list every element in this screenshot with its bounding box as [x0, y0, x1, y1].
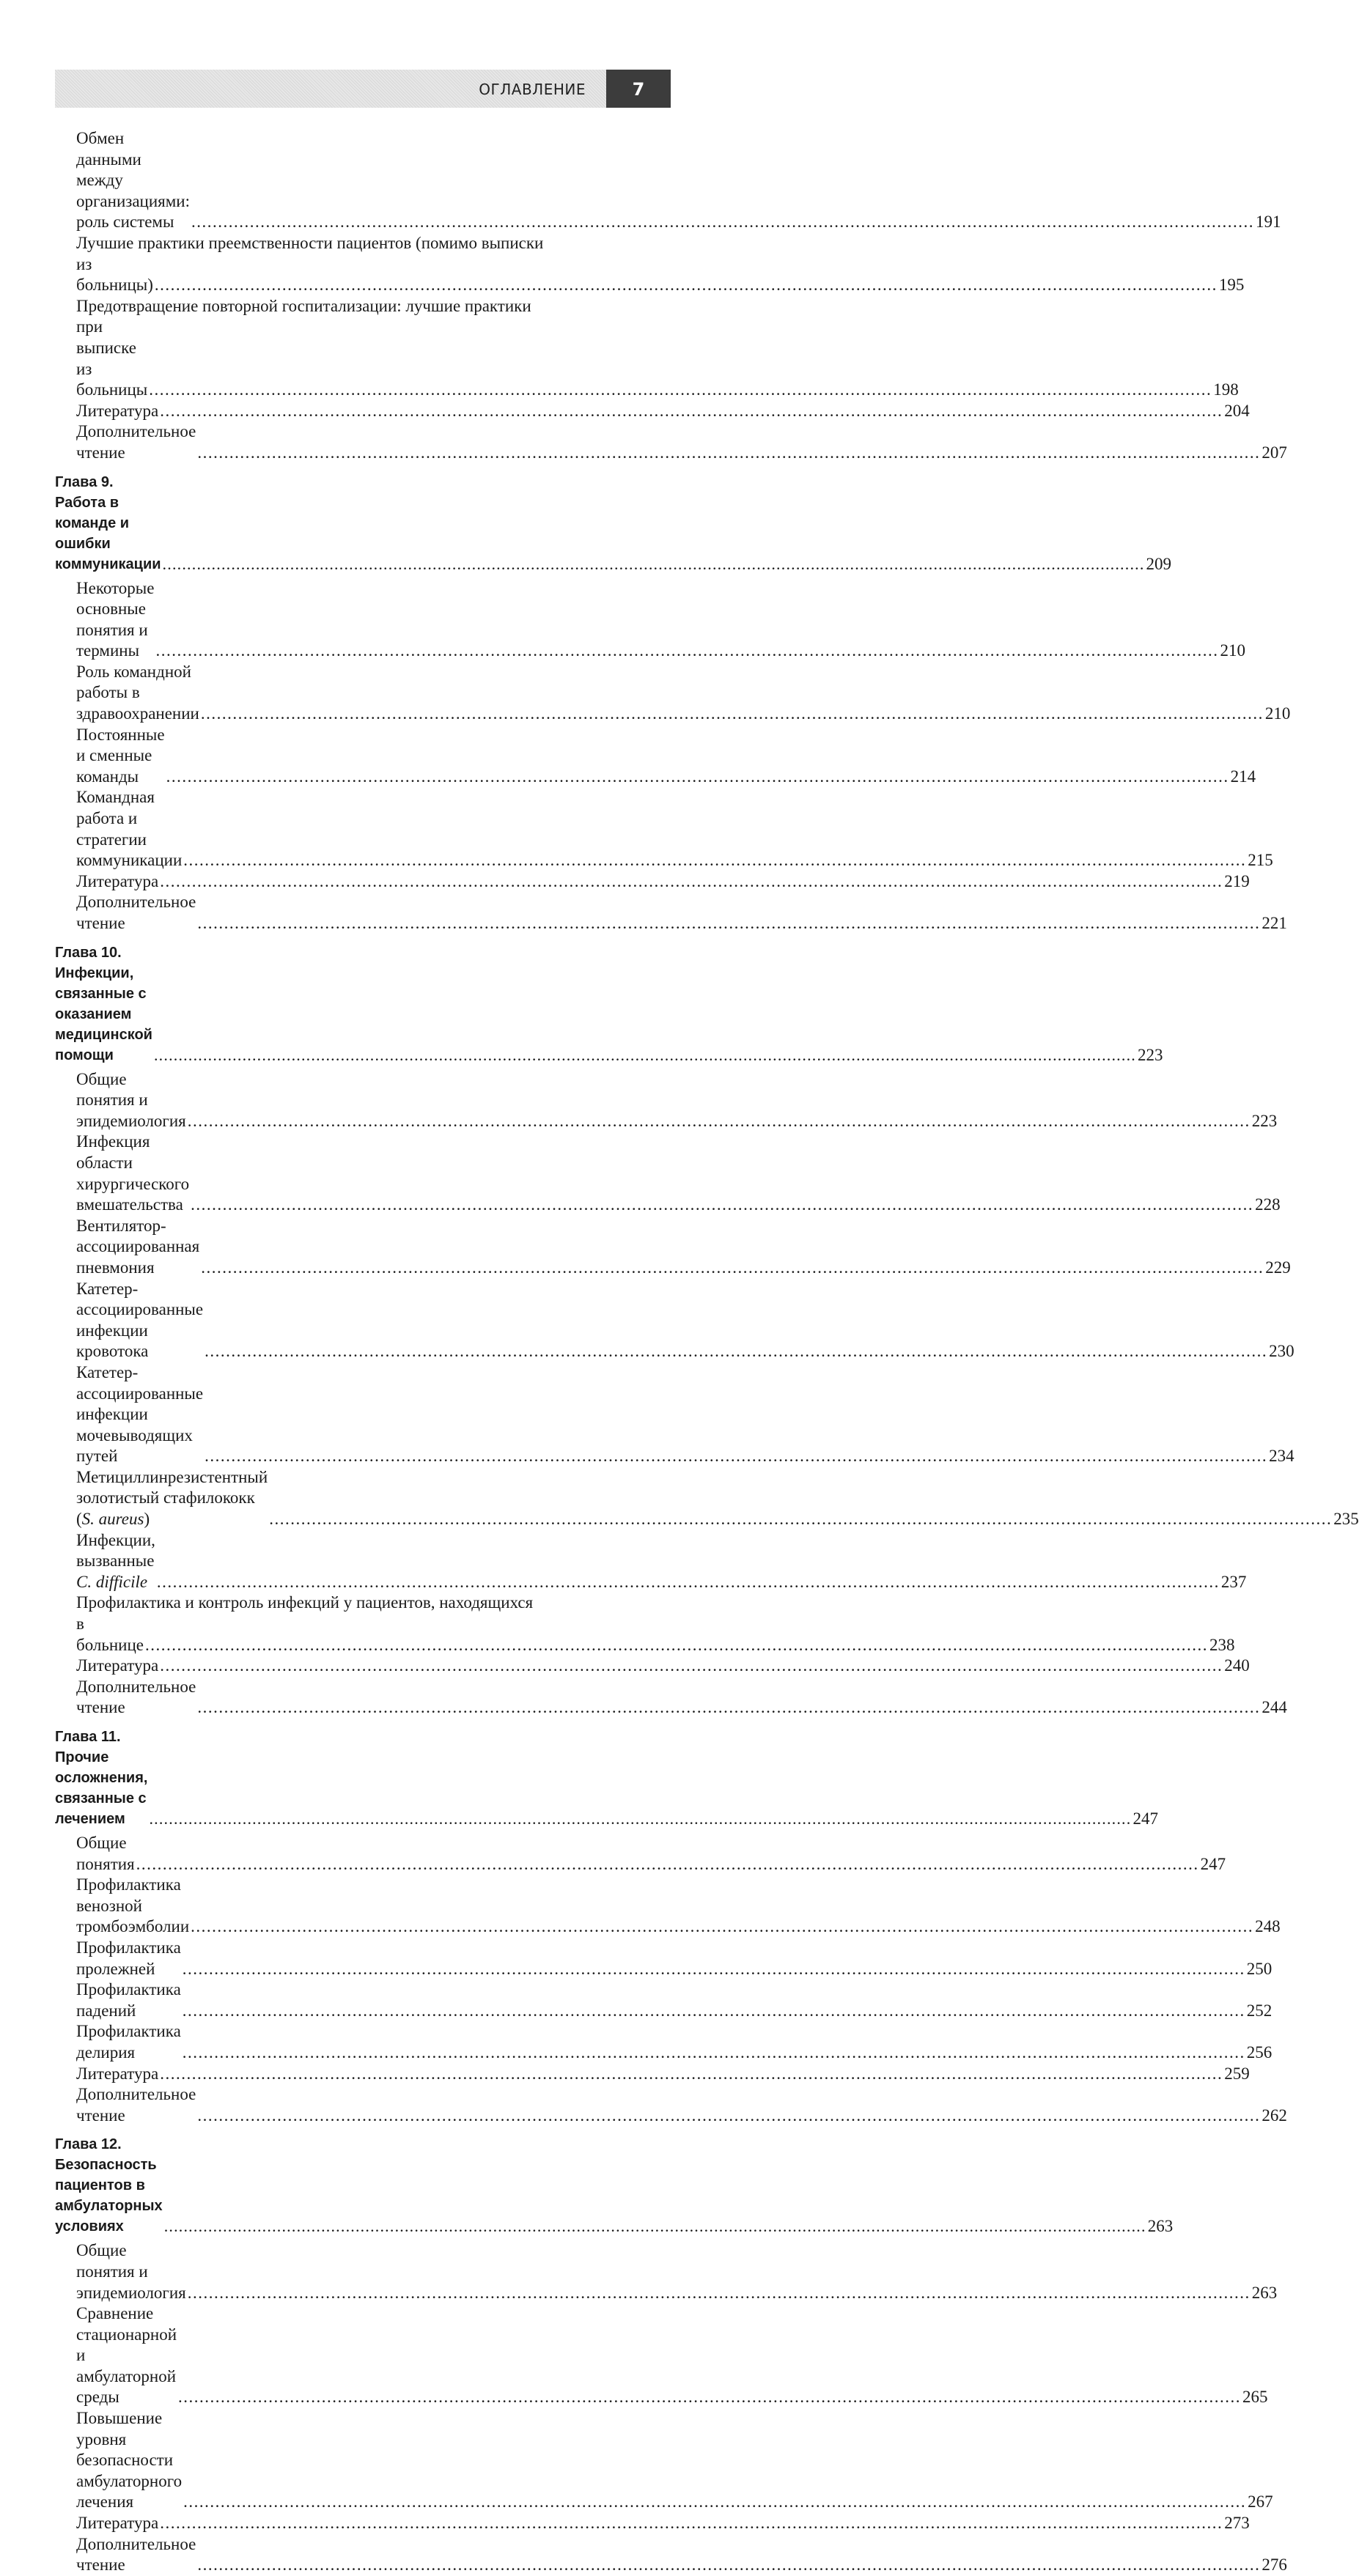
entry-page-number: 247 — [1200, 1854, 1226, 1873]
toc-entry — [76, 2084, 1287, 2126]
entry-text — [76, 421, 196, 463]
entry-page-number: 221 — [1262, 914, 1287, 932]
toc-entry — [76, 578, 1245, 662]
entry-text-main: Обмен данными между организациями: роль системы — [76, 129, 191, 232]
toc-entry — [76, 2021, 1273, 2063]
dot-leader — [201, 1258, 1264, 1279]
entry-page-number: 215 — [1248, 851, 1273, 870]
entry-text-main: Профилактика пролежней — [76, 1938, 181, 1978]
dot-leader — [191, 1195, 1253, 1216]
entry-page-number: 210 — [1220, 641, 1245, 660]
entry-page-number: 219 — [1224, 871, 1250, 890]
entry-text — [76, 128, 190, 233]
entry-text: Профилактика и контроль инфекций у пациентов, находящихся — [76, 1593, 534, 1612]
toc-entry — [76, 2534, 1287, 2576]
dot-leader — [157, 1572, 1220, 1593]
entry-text-main: Сравнение стационарной и амбулаторной среды — [76, 2304, 177, 2407]
toc-entry — [76, 401, 1250, 422]
entry-page-number: 244 — [1262, 1698, 1287, 1717]
dot-leader — [183, 2001, 1245, 2022]
entry-text-main: Постоянные и сменные команды — [76, 725, 165, 786]
dot-leader — [183, 2492, 1246, 2513]
toc-entry — [76, 1656, 1250, 1677]
toc-entry-line — [76, 233, 671, 254]
entry-text-main: Профилактика делирия — [76, 2022, 181, 2062]
entry-page-number: 265 — [1242, 2388, 1268, 2407]
toc-entry — [76, 2408, 1273, 2513]
entry-text: Предотвращение повторной госпитализации: лучшие практики — [76, 296, 531, 315]
entry-text-main: Дополнительное чтение — [76, 1677, 196, 1717]
dot-leader — [155, 641, 1218, 662]
entry-text-main: Дополнительное чтение — [76, 422, 196, 462]
toc-chapter — [55, 942, 1163, 1066]
entry-page-number: 230 — [1269, 1342, 1294, 1361]
toc-chapter — [55, 1727, 1158, 1829]
entry-text — [76, 401, 158, 422]
entry-page-number: 238 — [1209, 1635, 1235, 1654]
dot-leader — [163, 554, 1145, 575]
toc-entry — [76, 254, 1245, 296]
entry-page-number: 248 — [1255, 1917, 1281, 1936]
chapter-title — [55, 472, 161, 575]
chapter-page-number: 209 — [1146, 554, 1172, 573]
toc-entry-line — [76, 296, 671, 317]
entry-text — [76, 2534, 196, 2576]
toc-entry — [76, 787, 1273, 871]
chapter-name: Инфекции, связанные с оказанием медицинской помощи — [55, 964, 152, 1063]
toc-entry — [76, 1467, 1359, 1530]
entry-page-number: 237 — [1220, 1572, 1247, 1591]
entry-text-main: Профилактика венозной тромбоэмболии — [76, 1875, 190, 1936]
entry-text-main: Литература — [76, 2514, 159, 2533]
dot-leader — [136, 1854, 1199, 1875]
entry-page-number: 276 — [1262, 2555, 1287, 2575]
dot-leader — [178, 2387, 1241, 2408]
entry-page-number: 267 — [1248, 2492, 1273, 2512]
dot-leader — [149, 380, 1212, 401]
dot-leader — [269, 1509, 1332, 1530]
entry-text: Лучшие практики преемственности пациентов (помимо выписки — [76, 233, 544, 252]
toc-chapter — [55, 472, 1172, 575]
entry-text — [76, 254, 153, 296]
entry-page-number: 198 — [1213, 380, 1239, 399]
entry-text — [76, 1216, 199, 1279]
dot-leader — [205, 1446, 1267, 1467]
entry-text — [76, 892, 196, 934]
entry-text-main: Инфекция области хирургического вмешательства — [76, 1132, 190, 1214]
dot-leader — [197, 913, 1260, 934]
toc-entry — [76, 1614, 1235, 1656]
entry-text — [76, 871, 158, 893]
chapter-title — [55, 2134, 163, 2237]
entry-text-main: Общие понятия и эпидемиология — [76, 2241, 186, 2302]
dot-leader — [197, 2106, 1260, 2127]
entry-page-number: 191 — [1256, 213, 1281, 232]
chapter-name: Прочие осложнения, связанные с лечением — [55, 1749, 148, 1827]
dot-leader — [201, 704, 1264, 725]
chapter-page-number: 247 — [1132, 1809, 1158, 1828]
entry-text — [76, 1279, 203, 1362]
entry-text-main: Профилактика падений — [76, 1980, 181, 2020]
entry-text — [76, 1069, 186, 1132]
entry-text — [76, 317, 147, 400]
dot-leader — [197, 443, 1260, 464]
entry-text-main: Дополнительное чтение — [76, 2085, 196, 2125]
toc-chapter — [55, 2134, 1174, 2237]
entry-text-main: Общие понятия — [76, 1834, 135, 1873]
dot-leader — [183, 2042, 1245, 2064]
toc-entry — [76, 871, 1250, 893]
chapter-prefix: Глава 11. — [55, 1729, 121, 1745]
toc-entry — [76, 1979, 1273, 2021]
toc-entry — [76, 421, 1287, 463]
entry-page-number: 195 — [1218, 276, 1245, 295]
dot-leader — [197, 2555, 1260, 2576]
entry-text — [76, 1979, 181, 2021]
entry-text — [76, 1362, 203, 1467]
entry-text — [76, 1614, 144, 1656]
table-of-contents — [55, 128, 1359, 2576]
dot-leader — [154, 1045, 1136, 1066]
toc-entry — [76, 128, 1281, 233]
entry-page-number: 263 — [1251, 2283, 1278, 2302]
toc-entry-line — [76, 1593, 671, 1614]
toc-entry — [76, 1279, 1294, 1362]
entry-text — [76, 2303, 177, 2408]
entry-page-number: 259 — [1224, 2064, 1250, 2083]
entry-text — [76, 787, 182, 871]
entry-text — [76, 2084, 196, 2126]
dot-leader — [160, 401, 1223, 422]
entry-page-number: 234 — [1269, 1447, 1294, 1466]
toc-entry — [76, 2303, 1268, 2408]
entry-page-number: 210 — [1264, 704, 1291, 723]
dot-leader — [188, 2283, 1251, 2304]
entry-text-main: в больнице — [76, 1614, 144, 1654]
entry-text-main: Командная работа и стратегии коммуникации — [76, 788, 183, 870]
entry-page-number: 240 — [1224, 1656, 1250, 1675]
dot-leader — [197, 1697, 1260, 1719]
chapter-page-number: 223 — [1137, 1045, 1163, 1064]
dot-leader — [155, 275, 1218, 296]
toc-entry — [76, 1530, 1247, 1593]
entry-page-number: 256 — [1246, 2042, 1273, 2062]
entry-text-main: Литература — [76, 401, 159, 420]
entry-text — [76, 2021, 181, 2063]
entry-text — [76, 1530, 155, 1593]
dot-leader — [160, 2513, 1223, 2534]
entry-text — [76, 2408, 182, 2513]
toc-entry — [76, 1833, 1226, 1875]
chapter-title — [55, 942, 152, 1066]
dot-leader — [183, 1959, 1245, 1980]
chapter-prefix: Глава 9. — [55, 473, 114, 490]
entry-text-main: Метициллинрезистентный золотистый стафилококк ( — [76, 1467, 268, 1529]
entry-text-main: Дополнительное чтение — [76, 2534, 196, 2575]
entry-text — [76, 1132, 189, 1215]
entry-text — [76, 1938, 181, 1979]
entry-text — [76, 2240, 186, 2303]
entry-page-number: 250 — [1246, 1959, 1273, 1978]
entry-text-main: Литература — [76, 2064, 159, 2083]
entry-page-number: 228 — [1255, 1195, 1281, 1214]
header-title: ОГЛАВЛЕНИЕ — [479, 81, 586, 98]
entry-text-main: при выписке из больницы — [76, 317, 148, 399]
entry-page-number: 214 — [1230, 767, 1256, 786]
entry-text-main: Вентилятор-ассоциированная пневмония — [76, 1216, 200, 1277]
entry-page-number: 252 — [1246, 2001, 1273, 2020]
dot-leader — [160, 871, 1223, 893]
toc-entry — [76, 317, 1239, 400]
chapter-prefix: Глава 12. — [55, 2136, 122, 2153]
entry-text-main: Некоторые основные понятия и термины — [76, 578, 155, 660]
toc-entry — [76, 1938, 1273, 1979]
toc-entry — [76, 725, 1256, 788]
entry-page-number: 207 — [1262, 443, 1287, 462]
toc-entry — [76, 1875, 1281, 1938]
dot-leader — [183, 850, 1246, 871]
entry-text-main: Литература — [76, 871, 159, 890]
dot-leader — [160, 1656, 1223, 1677]
entry-text — [76, 725, 165, 788]
entry-text — [76, 2064, 158, 2085]
entry-text-main: Дополнительное чтение — [76, 893, 196, 932]
chapter-prefix: Глава 10. — [55, 944, 122, 961]
entry-page-number: 223 — [1251, 1111, 1278, 1130]
toc-entry — [76, 1216, 1291, 1279]
dot-leader — [191, 1916, 1253, 1938]
entry-text — [76, 1467, 268, 1530]
toc-entry — [76, 1132, 1281, 1215]
entry-text-italic: S. aureus — [81, 1510, 144, 1529]
entry-text-main: Литература — [76, 1656, 159, 1675]
entry-text-italic: C. difficile — [76, 1572, 148, 1591]
toc-entry — [76, 1362, 1294, 1467]
chapter-name: Безопасность пациентов в амбулаторных условиях — [55, 2157, 163, 2235]
entry-text — [76, 1677, 196, 1719]
dot-leader — [166, 767, 1229, 788]
entry-text-main: Общие понятия и эпидемиология — [76, 1069, 186, 1130]
toc-entry — [76, 1069, 1278, 1132]
toc-entry — [76, 892, 1287, 934]
entry-text — [76, 662, 199, 725]
dot-leader — [191, 212, 1254, 233]
dot-leader — [164, 2216, 1146, 2237]
entry-text-after: ) — [144, 1510, 150, 1529]
toc-entry — [76, 1677, 1287, 1719]
toc-entry — [76, 2513, 1250, 2534]
entry-page-number: 262 — [1262, 2106, 1287, 2125]
toc-entry — [76, 2240, 1278, 2303]
entry-text-main: Катетер-ассоциированные инфекции мочевыводящих путей — [76, 1362, 204, 1466]
entry-page-number: 273 — [1224, 2514, 1250, 2533]
entry-text-main: Катетер-ассоциированные инфекции кровотока — [76, 1279, 204, 1361]
entry-text — [76, 578, 154, 662]
entry-page-number: 229 — [1265, 1258, 1291, 1277]
chapter-title — [55, 1727, 147, 1829]
entry-text-main: из больницы) — [76, 254, 153, 295]
entry-text — [76, 1833, 135, 1875]
page-number: 7 — [606, 70, 671, 108]
entry-text — [76, 1656, 158, 1677]
entry-text-main: Повышение уровня безопасности амбулаторного лечения — [76, 2409, 183, 2512]
entry-text-main: Инфекции, вызванные — [76, 1530, 155, 1571]
entry-page-number: 235 — [1333, 1510, 1359, 1529]
dot-leader — [145, 1635, 1208, 1656]
chapter-page-number: 263 — [1147, 2217, 1174, 2236]
dot-leader — [160, 2064, 1223, 2085]
entry-page-number: 204 — [1224, 401, 1250, 420]
toc-entry — [76, 662, 1291, 725]
entry-text-main: Роль командной работы в здравоохранении — [76, 662, 199, 723]
running-header — [55, 70, 671, 108]
toc-entry — [76, 2064, 1250, 2085]
entry-text — [76, 1875, 189, 1938]
dot-leader — [149, 1809, 1131, 1829]
entry-text — [76, 2513, 158, 2534]
dot-leader — [188, 1111, 1251, 1132]
dot-leader — [205, 1341, 1267, 1362]
chapter-name: Работа в команде и ошибки коммуникации — [55, 494, 161, 572]
